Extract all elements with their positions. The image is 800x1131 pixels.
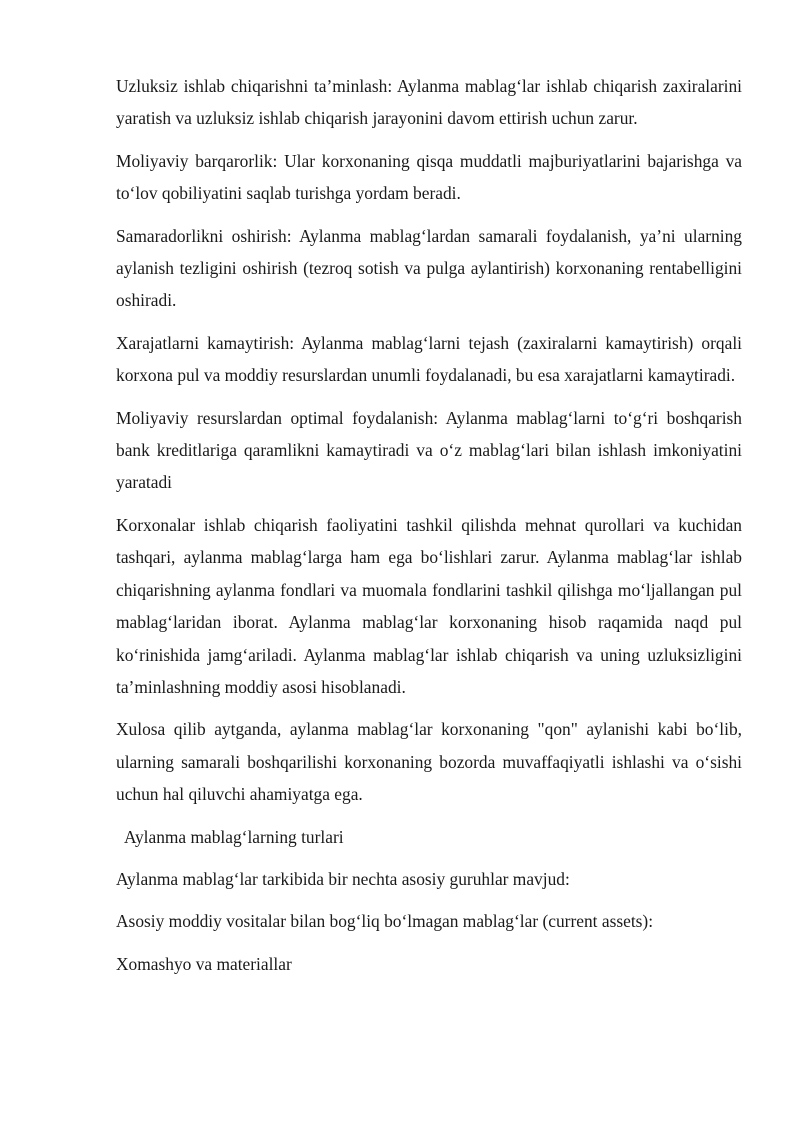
section-heading: Aylanma mablag‘larning turlari xyxy=(124,826,344,847)
paragraph-working-capital-definition: Korxonalar ishlab chiqarish faoliyatini tashkil qilishda mehnat qurollari va kuchidan tashqari, aylanma mablag‘larga ham ega bo‘lishlari zarur. Aylanma mablag‘lar ishlab chiqarishning aylanma fondlari va muomala fondlarini tashkil qilishga mo‘ljallangan pul mablag‘laridan iborat. Aylanma mablag‘lar korxonaning hisob raqamida naqd pul ko‘rinishida jamg‘ariladi. Aylanma mablag‘lar ishlab chiqarish va uning uzluksizligini ta’minlashning moddiy asosi hisoblanadi. xyxy=(116,514,742,697)
line-groups-intro: Aylanma mablag‘lar tarkibida bir nechta asosiy guruhlar mavjud: xyxy=(116,868,570,889)
paragraph-optimal-resources: Moliyaviy resurslardan optimal foydalanish: Aylanma mablag‘larni to‘g‘ri boshqarish bank kreditlariga qaramlikni kamaytiradi va o‘z mablag‘lari bilan ishlash imkoniyatini yaratadi xyxy=(116,407,742,493)
line-current-assets: Asosiy moddiy vositalar bilan bog‘liq bo‘lmagan mablag‘lar (current assets): xyxy=(116,911,654,932)
paragraph-efficiency: Samaradorlikni oshirish: Aylanma mablag‘lardan samarali foydalanish, ya’ni ularning aylanish tezligini oshirish (tezroq sotish va pulga aylantirish) korxonaning rentabelligini oshiradi. xyxy=(116,225,742,311)
paragraph-cost-reduction: Xarajatlarni kamaytirish: Aylanma mablag‘larni tejash (zaxiralarni kamaytirish) orqali korxona pul va moddiy resurslardan unumli foydalanadi, bu esa xarajatlarni kamaytiradi. xyxy=(116,332,742,386)
document-page xyxy=(116,70,742,990)
paragraph-continuous-production: Uzluksiz ishlab chiqarishni ta’minlash: Aylanma mablag‘lar ishlab chiqarish zaxiralarini yaratish va uzluksiz ishlab chiqarish jarayonini davom ettirish uchun zarur. xyxy=(116,76,742,129)
paragraph-financial-stability: Moliyaviy barqarorlik: Ular korxonaning qisqa muddatli majburiyatlarini bajarishga va to‘lov qobiliyatini saqlab turishga yordam beradi. xyxy=(116,150,742,204)
line-raw-materials: Xomashyo va materiallar xyxy=(116,953,292,974)
paragraph-conclusion: Xulosa qilib aytganda, aylanma mablag‘lar korxonaning "qon" aylanishi kabi bo‘lib, ularning samarali boshqarilishi korxonaning bozorda muvaffaqiyatli ishlashi va o‘sishi uchun hal qiluvchi ahamiyatga ega. xyxy=(116,719,742,805)
